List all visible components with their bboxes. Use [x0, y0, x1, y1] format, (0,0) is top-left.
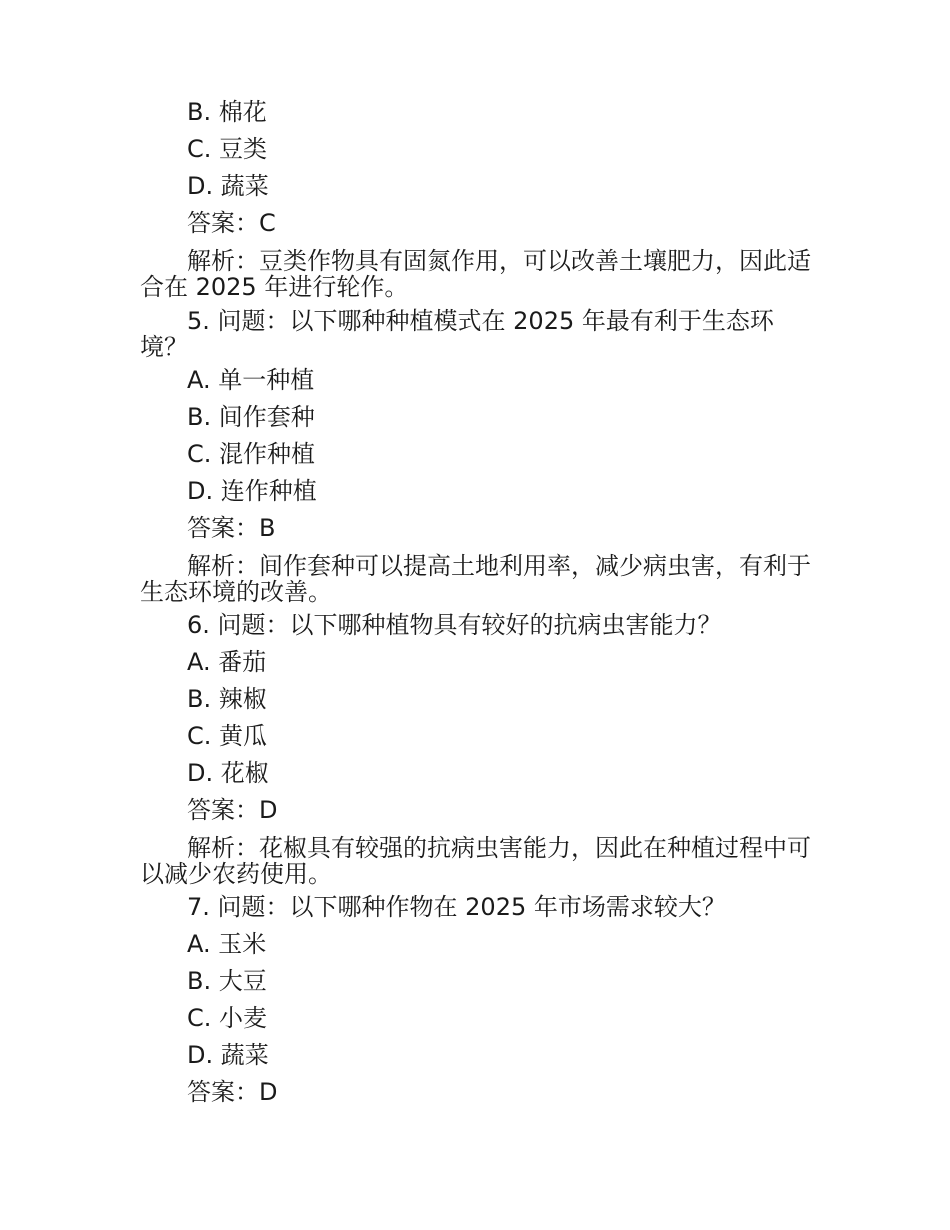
q7-option-d: D. 蔬菜: [187, 1041, 269, 1069]
q5-option-c: C. 混作种植: [187, 440, 316, 468]
q4-answer: 答案：C: [187, 209, 276, 237]
q5-question: 5. 问题：以下哪种种植模式在 2025 年最有利于生态环境？: [140, 307, 774, 361]
q5-explanation: 解析：间作套种可以提高土地利用率，减少病虫害，有利于生态环境的改善。: [140, 552, 811, 606]
q6-option-c: C. 黄瓜: [187, 722, 268, 750]
q6-option-d: D. 花椒: [187, 759, 269, 787]
q4-option-d: D. 蔬菜: [187, 172, 269, 200]
q7-answer: 答案：D: [187, 1078, 278, 1106]
document-body: [140, 100, 812, 1117]
q6-explanation: 解析：花椒具有较强的抗病虫害能力，因此在种植过程中可以减少农药使用。: [140, 834, 811, 888]
q5-option-d: D. 连作种植: [187, 477, 317, 505]
q7-option-b: B. 大豆: [187, 967, 267, 995]
q6-answer: 答案：D: [187, 796, 278, 824]
q4-option-c: C. 豆类: [187, 135, 268, 163]
q5-answer: 答案：B: [187, 514, 276, 542]
q6-option-a: A. 番茄: [187, 648, 267, 676]
q6-option-b: B. 辣椒: [187, 685, 267, 713]
q7-option-a: A. 玉米: [187, 930, 267, 958]
q4-option-b: B. 棉花: [187, 98, 267, 126]
q7-option-c: C. 小麦: [187, 1004, 268, 1032]
q5-option-a: A. 单一种植: [187, 366, 315, 394]
q5-option-b: B. 间作套种: [187, 403, 315, 431]
q6-question: 6. 问题：以下哪种植物具有较好的抗病虫害能力？: [187, 611, 722, 639]
q7-question: 7. 问题：以下哪种作物在 2025 年市场需求较大？: [187, 893, 726, 921]
q4-explanation: 解析：豆类作物具有固氮作用，可以改善土壤肥力，因此适合在 2025 年进行轮作。: [140, 247, 811, 301]
